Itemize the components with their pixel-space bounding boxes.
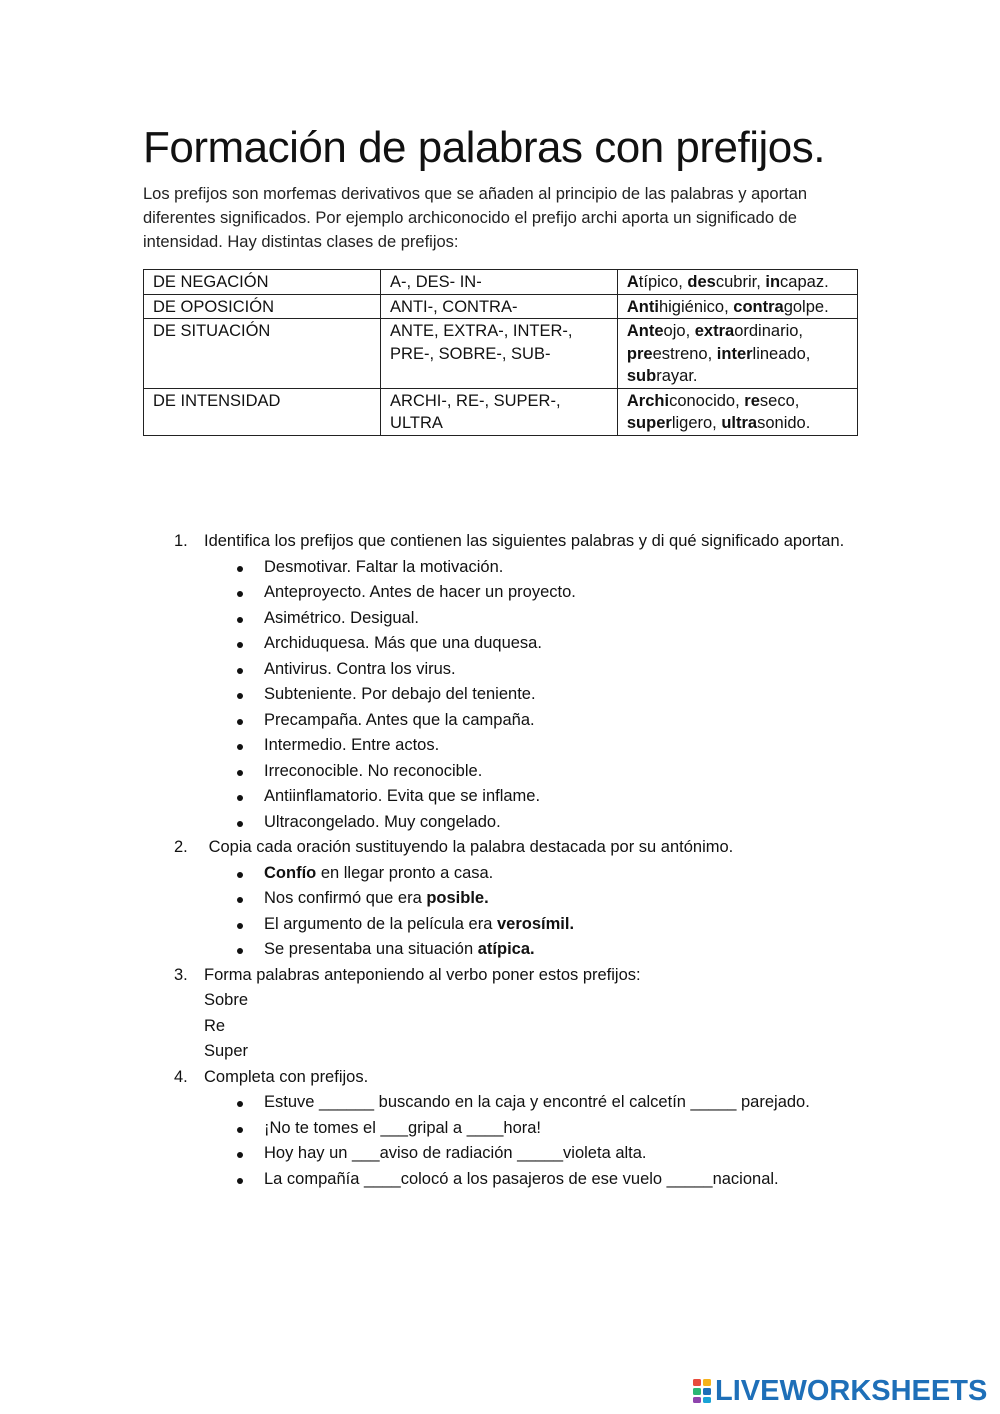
example-separator: , [707, 344, 717, 363]
example-prefix: re [744, 391, 760, 410]
prefix-line: Super [204, 1042, 249, 1060]
prefix-line: Sobre [204, 991, 249, 1009]
exercise-3 [174, 963, 854, 1065]
list-item [204, 912, 854, 938]
examples-cell [617, 270, 857, 295]
example-prefix: in [765, 273, 781, 291]
prefix-line: Re [204, 1016, 226, 1035]
example-prefix: pre [626, 344, 653, 363]
list-item: Precampaña. Antes que la campaña. [204, 708, 854, 734]
exercise-2-items [204, 861, 854, 963]
category-cell: DE NEGACIÓN [144, 270, 381, 295]
sentence-before: Nos confirmó que era [264, 889, 427, 907]
list-item [204, 937, 854, 963]
example-separator: , [678, 273, 688, 291]
highlighted-word: atípica. [477, 940, 535, 958]
example-separator: , [794, 391, 804, 410]
example-separator: , [805, 344, 815, 363]
example-separator: . [805, 414, 811, 432]
category-cell: DE SITUACIÓN [144, 319, 381, 389]
list-item: Antivirus. Contra los virus. [204, 657, 854, 683]
example-prefix: ultra [721, 414, 758, 432]
example-rest: seco [759, 391, 795, 410]
example-prefix: A [626, 273, 639, 291]
example-prefix: Ante [626, 322, 664, 340]
list-item: Subteniente. Por debajo del teniente. [204, 682, 854, 708]
example-rest: ordinario [734, 322, 799, 340]
example-rest: conocido [669, 391, 736, 410]
example-prefix: inter [716, 344, 753, 363]
list-item: La compañía ____colocó a los pasajeros de ese vuelo _____nacional. [204, 1167, 854, 1193]
exercise-instruction: Completa con prefijos. [204, 1067, 369, 1086]
example-rest: ligero [671, 414, 713, 432]
exercise-number: 3. [174, 965, 188, 984]
table-row [144, 270, 858, 295]
list-item: Estuve ______ buscando en la caja y encontré el calcetín _____ parejado. [204, 1090, 854, 1116]
examples-cell [617, 294, 857, 319]
sentence-after: en llegar pronto a casa. [316, 863, 494, 882]
example-separator: , [712, 414, 722, 432]
prefixes-cell: ANTI-, CONTRA- [381, 294, 618, 319]
example-prefix: Archi [626, 391, 670, 410]
exercise-1 [174, 529, 854, 835]
example-rest: golpe [783, 297, 825, 316]
example-rest: higiénico [658, 297, 725, 316]
example-separator: , [685, 322, 695, 340]
exercise-list [174, 529, 854, 1192]
brand-name: LIVEWORKSHEETS [715, 1375, 988, 1407]
exercise-4 [174, 1065, 854, 1193]
brand-footer[interactable] [692, 1376, 987, 1406]
example-prefix: super [626, 414, 672, 432]
example-rest: sonido [757, 414, 806, 432]
highlighted-word: Confío [264, 863, 317, 882]
list-item: Antiinflamatorio. Evita que se inflame. [204, 784, 854, 810]
example-separator: , [798, 322, 808, 340]
list-item: Archiduquesa. Más que una duquesa. [204, 631, 854, 657]
list-item: Intermedio. Entre actos. [204, 733, 854, 759]
example-rest: capaz [780, 273, 825, 291]
sentence-before: Se presentaba una situación [264, 940, 478, 958]
liveworksheets-logo-icon [692, 1378, 712, 1404]
example-rest: estreno [652, 344, 708, 363]
list-item: Anteproyecto. Antes de hacer un proyecto. [204, 580, 854, 606]
prefix-table [143, 269, 858, 436]
highlighted-word: posible. [426, 889, 489, 907]
example-rest: típico [638, 273, 679, 291]
prefixes-cell: ANTE, EXTRA-, INTER-, PRE-, SOBRE-, SUB- [381, 319, 618, 389]
list-item: Asimétrico. Desigual. [204, 606, 854, 632]
example-separator: , [735, 391, 745, 410]
example-separator: . [692, 367, 698, 385]
list-item [204, 861, 854, 887]
list-item: Hoy hay un ___aviso de radiación _____violeta alta. [204, 1141, 854, 1167]
example-prefix: sub [626, 367, 657, 385]
example-rest: cubrir [715, 273, 757, 291]
example-prefix: des [687, 273, 716, 291]
prefixes-cell: A-, DES- IN- [381, 270, 618, 295]
example-rest: rayar [656, 367, 693, 385]
exercise-3-prefix-lines [204, 988, 854, 1065]
exercise-instruction: Forma palabras anteponiendo al verbo poner estos prefijos: [204, 965, 641, 984]
category-cell: DE INTENSIDAD [144, 388, 381, 435]
exercise-2 [174, 835, 854, 963]
exercise-instruction: Identifica los prefijos que contienen las siguientes palabras y di qué significado aportan. [204, 532, 845, 550]
example-separator: , [724, 297, 734, 316]
exercise-4-items [204, 1090, 854, 1192]
exercise-number: 1. [174, 532, 188, 550]
examples-cell [617, 388, 857, 435]
example-rest: lineado [752, 344, 806, 363]
example-prefix: contra [733, 297, 784, 316]
intro-paragraph: Los prefijos son morfemas derivativos que se añaden al principio de las palabras y aportan diferentes significados. Por ejemplo archiconocido el prefijo archi aporta un significado de intensidad. Hay distintas clases de prefijos: [143, 185, 808, 251]
exercise-number: 2. [174, 838, 188, 856]
list-item: Irreconocible. No reconocible. [204, 759, 854, 785]
example-prefix: Anti [626, 297, 659, 316]
exercise-1-items [204, 555, 854, 836]
category-cell: DE OPOSICIÓN [144, 294, 381, 319]
exercise-number: 4. [174, 1067, 188, 1086]
sentence-before: El argumento de la película era [264, 914, 497, 933]
table-row [144, 388, 858, 435]
example-separator: . [824, 273, 829, 291]
exercise-instruction: Copia cada oración sustituyendo la palabra destacada por su antónimo. [204, 838, 734, 856]
example-separator: . [824, 297, 829, 316]
highlighted-word: verosímil. [496, 914, 575, 933]
page-title: Formación de palabras con prefijos. [143, 123, 825, 172]
list-item: Desmotivar. Faltar la motivación. [204, 555, 854, 581]
examples-cell [617, 319, 857, 389]
list-item [204, 886, 854, 912]
example-rest: ojo [663, 322, 686, 340]
table-row [144, 319, 858, 389]
list-item: Ultracongelado. Muy congelado. [204, 810, 854, 836]
example-prefix: extra [694, 322, 735, 340]
table-row [144, 294, 858, 319]
prefixes-cell: ARCHI-, RE-, SUPER-, ULTRA [381, 388, 618, 435]
list-item: ¡No te tomes el ___gripal a ____hora! [204, 1116, 854, 1142]
example-separator: , [756, 273, 766, 291]
